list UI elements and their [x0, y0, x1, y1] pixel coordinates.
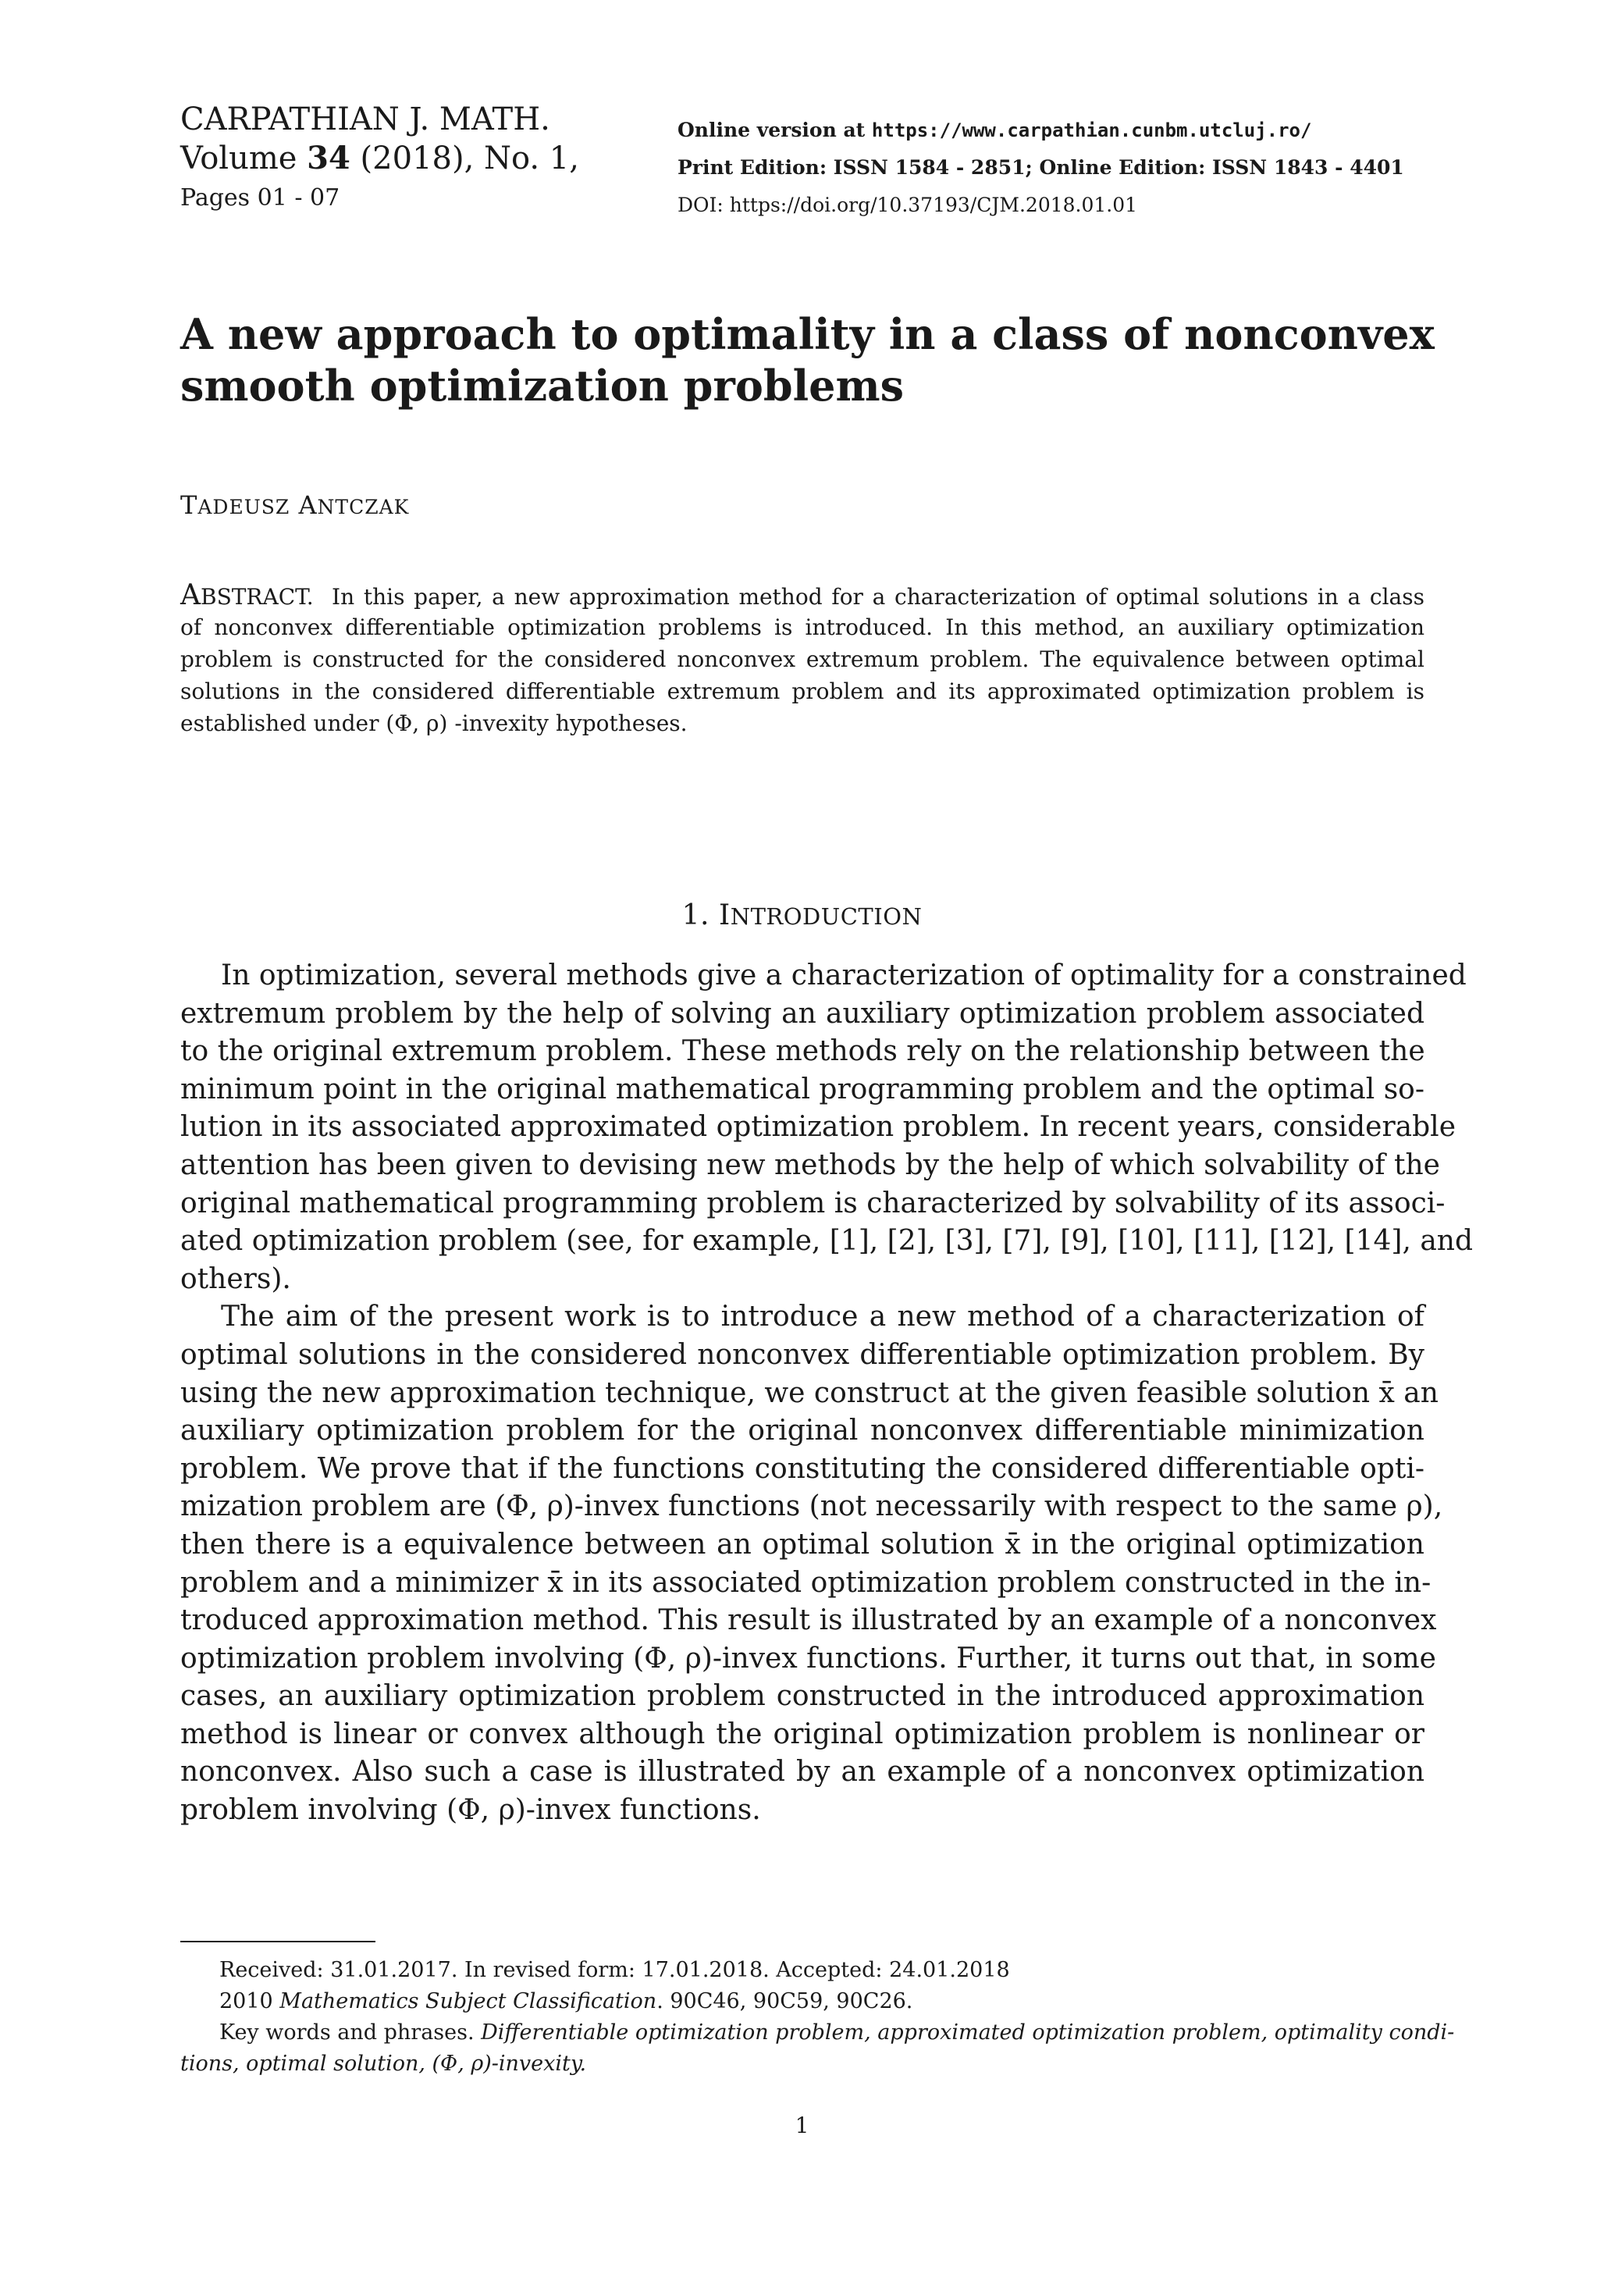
body-line: extremum problem by the help of solving an auxiliary optimization problem associated [180, 997, 1424, 1030]
body-line: then there is a equivalence between an optimal solution x̄ in the original optimization [180, 1528, 1424, 1561]
paper-title [180, 308, 1460, 411]
keywords-line: Key words and phrases. Differentiable optimization problem, approximated optimization problem, optimality condi- [219, 2020, 1455, 2045]
footnotes [180, 1955, 1455, 2080]
body-line: cases, an auxiliary optimization problem constructed in the introduced approximation [180, 1680, 1424, 1713]
doi-link[interactable]: DOI: https://doi.org/10.37193/CJM.2018.01.01 [678, 194, 1138, 216]
body-line: troduced approximation method. This result is illustrated by an example of a nonconvex [180, 1604, 1437, 1637]
abstract [180, 579, 1424, 739]
body-line: using the new approximation technique, we construct at the given feasible solution x̄ an [180, 1376, 1439, 1409]
body-line: In optimization, several methods give a characterization of optimality for a constrained [221, 959, 1467, 991]
body-line: optimal solutions in the considered nonconvex differentiable optimization problem. By [180, 1338, 1424, 1371]
body-line: minimum point in the original mathematical programming problem and the optimal so- [180, 1073, 1424, 1105]
body-line: optimization problem involving (Φ, ρ)-invex functions. Further, it turns out that, in some [180, 1642, 1436, 1675]
body-line: problem and a minimizer x̄ in its associated optimization problem constructed in the in- [180, 1566, 1432, 1599]
body-line: The aim of the present work is to introduce a new method of a characterization of [221, 1301, 1424, 1333]
title-line: smooth optimization problems [180, 361, 905, 411]
body-line: problem involving (Φ, ρ)-invex functions. [180, 1794, 761, 1827]
msc-classification: 2010 Mathematics Subject Classification. 90C46, 90C59, 90C26. [219, 1989, 913, 2013]
body-line: ated optimization problem (see, for example, [1], [2], [3], [7], [9], [10], [11], [12], [14], and [180, 1225, 1474, 1258]
keywords-line: tions, optimal solution, (Φ, ρ)-invexity. [180, 2052, 587, 2076]
online-version: Online version at https://www.carpathian.cunbm.utcluj.ro/ [678, 119, 1312, 141]
volume-info: Volume 34 (2018), No. 1, [180, 140, 579, 176]
page-number: 1 [795, 2113, 809, 2138]
body-line: auxiliary optimization problem for the original nonconvex differentiable minimization [180, 1415, 1424, 1447]
online-url-link[interactable]: https://www.carpathian.cunbm.utcluj.ro/ [871, 119, 1312, 141]
pages-range: Pages 01 - 07 [180, 184, 340, 212]
body-line: method is linear or convex although the original optimization problem is nonlinear or [180, 1718, 1424, 1750]
journal-name: CARPATHIAN J. MATH. [180, 101, 550, 137]
title-line: A new approach to optimality in a class of nonconvex [180, 309, 1435, 359]
abstract-line: established under (Φ, ρ) -invexity hypotheses. [180, 710, 688, 736]
section-heading: 1. INTRODUCTION [681, 899, 923, 931]
issn-info: Print Edition: ISSN 1584 - 2851; Online Edition: ISSN 1843 - 4401 [678, 156, 1404, 179]
body-line: mization problem are (Φ, ρ)-invex functions (not necessarily with respect to the same ρ), [180, 1490, 1443, 1523]
introduction-body [180, 957, 1474, 1830]
journal-header-left [180, 100, 680, 215]
abstract-line: problem is constructed for the considered nonconvex extremum problem. The equivalence between optimal [180, 646, 1424, 672]
abstract-line: ABSTRACT. In this paper, a new approximation method for a characterization of optimal solutions in a class [180, 579, 1424, 611]
journal-header-right [678, 112, 1442, 224]
received-dates: Received: 31.01.2017. In revised form: 17.01.2018. Accepted: 24.01.2018 [219, 1958, 1010, 1982]
volume-number: 34 [307, 140, 350, 176]
body-line: problem. We prove that if the functions constituting the considered differentiable opti- [180, 1452, 1424, 1485]
body-line: nonconvex. Also such a case is illustrated by an example of a nonconvex optimization [180, 1756, 1424, 1789]
abstract-line: solutions in the considered differentiable extremum problem and its approximated optimization problem is [180, 678, 1424, 704]
abstract-label: ABSTRACT. [180, 579, 314, 611]
body-line: attention has been given to devising new methods by the help of which solvability of the [180, 1148, 1440, 1181]
footnote-divider [180, 1941, 375, 1942]
body-line: to the original extremum problem. These methods rely on the relationship between the [180, 1035, 1425, 1068]
abstract-line: of nonconvex differentiable optimization problems is introduced. In this method, an auxiliary optimization [180, 614, 1424, 640]
author-name: TADEUSZ ANTCZAK [180, 490, 410, 520]
body-line: lution in its associated approximated optimization problem. In recent years, considerable [180, 1111, 1456, 1144]
body-line: original mathematical programming problem is characterized by solvability of its associ- [180, 1187, 1446, 1219]
body-line: others). [180, 1262, 291, 1295]
